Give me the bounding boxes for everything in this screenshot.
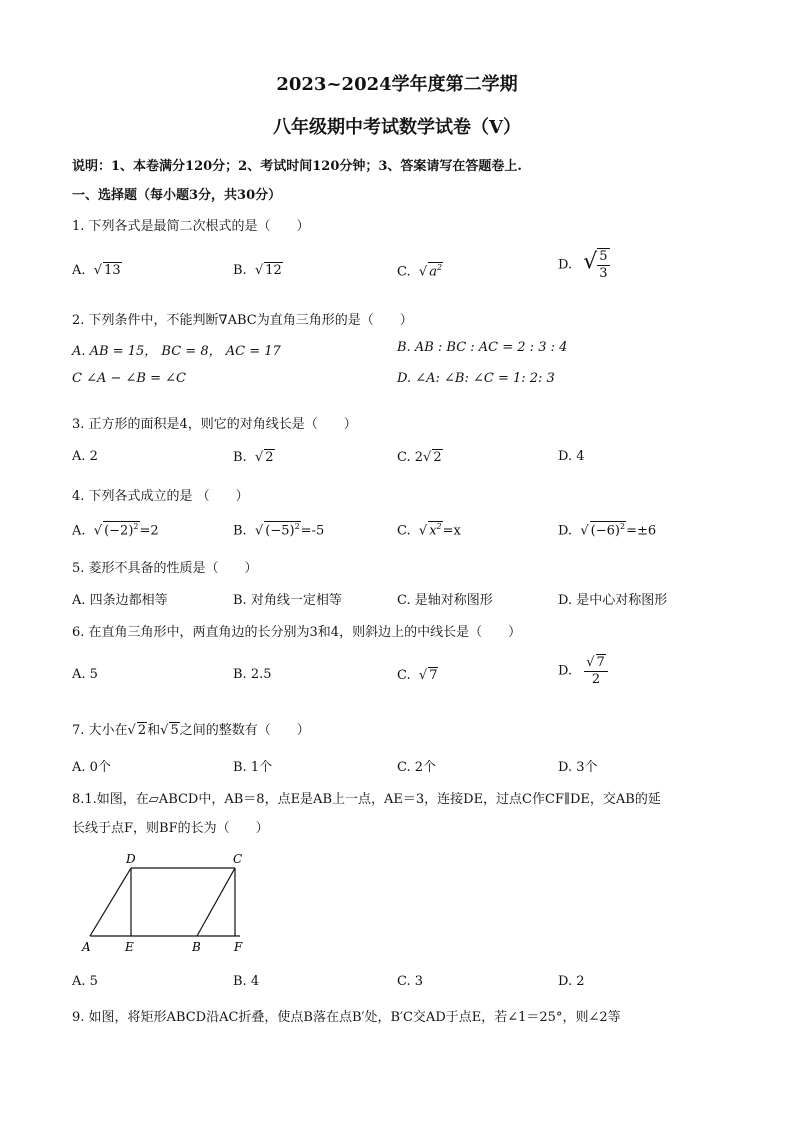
q4-option-d: D. √ $(-6)^2=\pm 6$ [558, 522, 657, 539]
radicand: 7 [429, 668, 438, 683]
q3-option-d: D. 4 [558, 449, 585, 464]
option-letter: B. [233, 523, 247, 539]
parallelogram-figure [80, 848, 260, 958]
result: =-5 [300, 523, 325, 539]
q6-option-a: A. 5 [72, 667, 98, 682]
option-letter: B. [233, 450, 247, 465]
q2-option-c: C ∠A − ∠B = ∠C [72, 371, 186, 386]
q7-option-d: D. 3个 [558, 760, 598, 775]
exam-title-year: 2023~2024学年度第二学期 [276, 74, 518, 95]
radicand: (−6) [590, 523, 620, 539]
q8-option-b: B. 4 [233, 974, 260, 989]
label-c: C [233, 852, 243, 866]
question-1-stem: 1. 下列各式是最简二次根式的是（ ） [72, 219, 310, 234]
q1-option-b: B. √ 12 [233, 263, 282, 278]
q5-option-c: C. 是轴对称图形 [397, 593, 493, 608]
q7-option-b: B. 1个 [233, 760, 273, 775]
question-8-stem: 8.1.如图，在▱ABCD中，AB＝8，点E是AB上一点，AE＝3，连接DE，过点C作CF∥DE，交AB的延 [72, 792, 661, 807]
question-7-stem: 7. 大小在√ 2和√ 5之间的整数有（ ） [72, 723, 310, 738]
result: =2 [139, 523, 159, 539]
q7-option-c: C. 2个 [397, 760, 437, 775]
radicand: a [429, 264, 437, 280]
q5-option-b: B. 对角线一定相等 [233, 593, 342, 608]
radicand: 13 [104, 263, 121, 278]
q8-option-d: D. 2 [558, 974, 585, 989]
q4-option-c: C. √ $x^2=x$ [397, 522, 461, 539]
option-letter: C. 2 [397, 450, 424, 465]
option-letter: A. [72, 263, 86, 278]
radicand: 2 [137, 723, 147, 738]
line-ad [90, 868, 131, 936]
q1-option-d: D. √ $\frac{5}{3}$ [558, 249, 608, 281]
section-title: 一、选择题（每小题3分，共30分） [72, 188, 282, 203]
q1-option-c: C. √ $a^2$ [397, 263, 443, 280]
question-8-stem-cont: 长线于点F，则BF的长为（ ） [72, 821, 269, 836]
question-5-stem: 5. 菱形不具备的性质是（ ） [72, 561, 258, 576]
question-9-stem: 9. 如图，将矩形ABCD沿AC折叠，使点B落在点B′处，B′C交AD于点E，若∠1＝25°，则∠2等 [72, 1010, 621, 1025]
q3-option-b: B. √ 2 [233, 450, 274, 465]
q6-option-c: C. √ 7 [397, 668, 438, 683]
q7-option-a: A. 0个 [72, 760, 111, 775]
radicand: 12 [265, 263, 282, 278]
label-e: E [125, 940, 134, 954]
label-f: F [234, 940, 243, 954]
question-4-stem: 4. 下列各式成立的是 （ ） [72, 489, 249, 504]
q4-option-b: B. √ $(-5)^2=-5$ [233, 522, 325, 539]
q6-option-d: D. $\frac{√ 7}{2}$ [558, 654, 608, 688]
option-letter: D. [558, 523, 573, 539]
q2-option-d: D. ∠A: ∠B: ∠C = 1: 2: 3 [397, 371, 555, 386]
option-letter: C. [397, 523, 411, 539]
radicand: 7 [596, 655, 605, 670]
q2-option-a: A. AB = 15， BC = 8， AC = 17 [72, 344, 281, 359]
radicand: 2 [265, 450, 274, 465]
q1-option-a: A. √ 13 [72, 263, 121, 278]
q5-option-a: A. 四条边都相等 [72, 593, 168, 608]
radicand: 2 [433, 450, 442, 465]
q8-option-a: A. 5 [72, 974, 98, 989]
q3-option-c: C. 2√ 2 [397, 450, 442, 465]
radicand: (−5) [265, 523, 295, 539]
denominator: 2 [591, 672, 601, 687]
option-letter: C. [397, 668, 411, 683]
q8-option-c: C. 3 [397, 974, 424, 989]
option-letter: A. [72, 523, 86, 539]
q4-option-a: A. √ $(-2)^2=2$ [72, 522, 159, 539]
q3-option-a: A. 2 [72, 449, 98, 464]
option-letter: C. [397, 264, 411, 280]
option-letter: D. [558, 663, 573, 679]
line-bc [197, 868, 235, 936]
radicand: x [429, 523, 437, 539]
result: =±6 [626, 523, 657, 539]
q2-option-b: B. AB : BC : AC = 2 : 3 : 4 [397, 340, 568, 355]
radicand: (−2) [104, 523, 134, 539]
option-letter: D. [558, 257, 573, 273]
radicand: 5 [170, 723, 179, 738]
result: =x [442, 523, 461, 539]
question-3-stem: 3. 正方形的面积是4，则它的对角线长是（ ） [72, 417, 357, 432]
question-2-stem: 2. 下列条件中，不能判断∇ABC为直角三角形的是（ ） [72, 313, 413, 328]
question-6-stem: 6. 在直角三角形中，两直角边的长分别为3和4，则斜边上的中线长是（ ） [72, 625, 522, 640]
label-a: A [82, 940, 91, 954]
instructions: 说明：1、本卷满分120分；2、考试时间120分钟；3、答案请写在答题卷上. [72, 159, 522, 174]
exam-title-name: 八年级期中考试数学试卷（V） [273, 117, 521, 138]
label-b: B [192, 940, 201, 954]
q6-option-b: B. 2.5 [233, 667, 272, 682]
option-letter: B. [233, 263, 247, 278]
q5-option-d: D. 是中心对称图形 [558, 593, 668, 608]
label-d: D [126, 852, 136, 866]
